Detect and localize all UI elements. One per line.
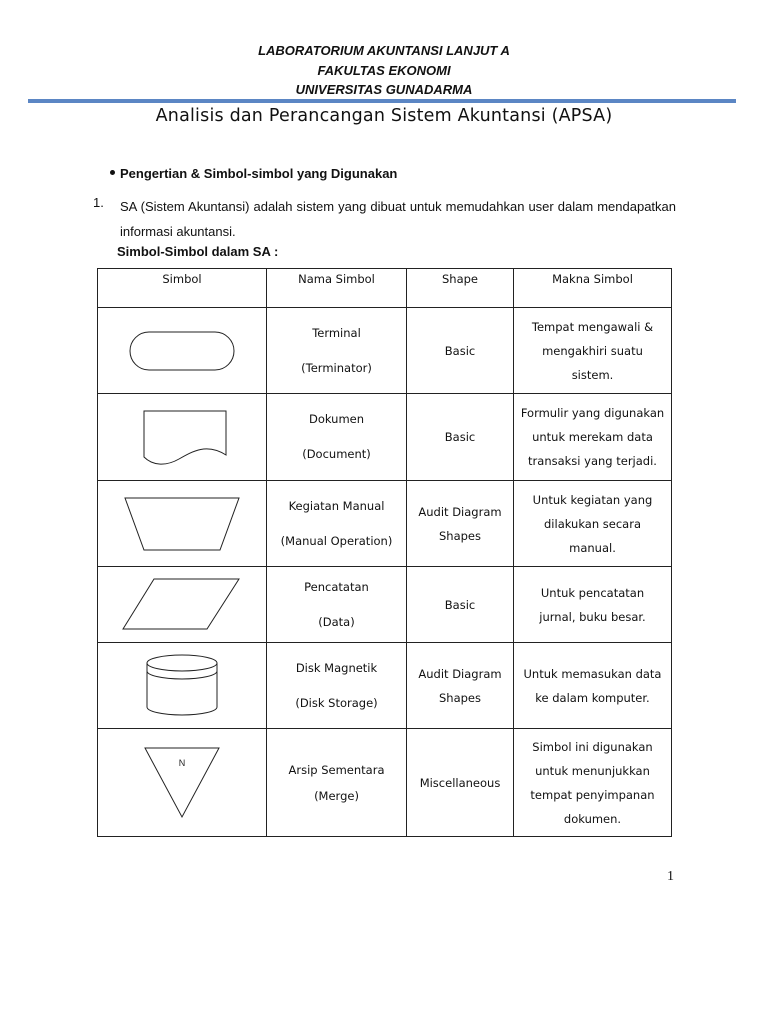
meaning-line: Untuk kegiatan yang <box>532 492 653 507</box>
table-row <box>98 729 672 837</box>
table-row <box>98 481 672 567</box>
name-cell <box>267 394 407 481</box>
meaning-line: sistem. <box>571 367 614 382</box>
header-shape: Shape <box>407 269 514 308</box>
header-lab: LABORATORIUM AKUNTANSI LANJUT A <box>258 43 510 58</box>
header-faculty: FAKULTAS EKONOMI <box>317 63 451 78</box>
symbol-cell <box>98 394 267 481</box>
shape-cell <box>407 308 514 394</box>
shape-category: Basic <box>444 343 476 358</box>
meaning-line: dilakukan secara <box>544 516 641 531</box>
meaning-line: untuk merekam data <box>532 430 653 444</box>
shape-cell <box>407 567 514 643</box>
shape-cell <box>407 643 514 729</box>
header-makna-simbol: Makna Simbol <box>514 269 672 308</box>
shape-category-cont: Shapes <box>438 690 481 705</box>
symbol-name: Arsip Sementara <box>288 762 385 777</box>
item-paragraph: SA (Sistem Akuntansi) adalah sistem yang dibuat untuk memudahkan user dalam mendapatkan informasi akuntansi. <box>120 199 676 239</box>
name-cell <box>267 481 407 567</box>
meaning-line: jurnal, buku besar. <box>539 609 646 624</box>
manual-operation-shape-icon <box>122 492 242 556</box>
page-number: 1 <box>667 869 674 884</box>
meaning-line: transaksi yang terjadi. <box>528 454 657 468</box>
table-row <box>98 567 672 643</box>
symbol-name-en: (Merge) <box>314 788 359 803</box>
shape-category: Audit Diagram <box>418 666 502 681</box>
document-shape-icon <box>127 405 237 469</box>
table-row <box>98 308 672 394</box>
symbol-name-en: (Data) <box>318 614 355 629</box>
meaning-line: manual. <box>569 540 616 555</box>
table-title: Simbol-Simbol dalam SA : <box>117 244 279 259</box>
disk-storage-shape-icon <box>132 651 232 721</box>
meaning-cell <box>514 729 672 837</box>
data-parallelogram-shape-icon <box>117 575 247 635</box>
header-university: UNIVERSITAS GUNADARMA <box>295 82 473 97</box>
meaning-line: ke dalam komputer. <box>535 690 650 705</box>
document-title: Analisis dan Perancangan Sistem Akuntansi (APSA) <box>155 106 613 126</box>
symbol-cell <box>98 729 267 837</box>
symbol-cell <box>98 308 267 394</box>
meaning-line: Formulir yang digunakan <box>520 406 665 420</box>
symbol-cell <box>98 481 267 567</box>
meaning-cell <box>514 643 672 729</box>
meaning-line: untuk menunjukkan <box>535 763 650 778</box>
symbol-name: Disk Magnetik <box>295 660 378 675</box>
meaning-line: dokumen. <box>563 811 622 826</box>
shape-category: Audit Diagram <box>418 504 502 519</box>
meaning-cell <box>514 308 672 394</box>
bullet-icon <box>110 170 115 175</box>
symbol-name-en: (Manual Operation) <box>280 533 393 548</box>
symbol-name: Pencatatan <box>304 579 369 594</box>
symbol-table <box>97 268 672 837</box>
table-row <box>98 643 672 729</box>
symbol-name-en: (Disk Storage) <box>295 695 378 710</box>
meaning-cell <box>514 394 672 481</box>
symbol-name: Dokumen <box>308 412 365 426</box>
symbol-name-en: (Terminator) <box>301 360 372 375</box>
meaning-cell <box>514 567 672 643</box>
shape-cell <box>407 394 514 481</box>
shape-category-cont: Shapes <box>438 528 481 543</box>
shape-cell <box>407 481 514 567</box>
meaning-line: Untuk memasukan data <box>523 666 662 681</box>
merge-label: N <box>178 757 186 768</box>
meaning-cell <box>514 481 672 567</box>
symbol-name: Kegiatan Manual <box>288 498 385 513</box>
symbol-name-en: (Document) <box>302 447 371 461</box>
section-heading: Pengertian & Simbol-simbol yang Digunakan <box>120 166 398 181</box>
meaning-line: Untuk pencatatan <box>540 585 645 600</box>
header-nama-simbol: Nama Simbol <box>267 269 407 308</box>
merge-triangle-shape-icon <box>142 745 222 821</box>
shape-category: Basic <box>444 597 476 612</box>
table-header-row <box>98 269 672 308</box>
shape-category: Miscellaneous <box>419 775 501 790</box>
shape-cell <box>407 729 514 837</box>
item-number: 1. <box>93 195 104 210</box>
name-cell <box>267 308 407 394</box>
meaning-line: tempat penyimpanan <box>530 787 655 802</box>
header-simbol: Simbol <box>98 269 267 308</box>
header-rule <box>28 99 736 103</box>
name-cell <box>267 729 407 837</box>
meaning-line: Tempat mengawali & <box>531 319 654 334</box>
meaning-line: Simbol ini digunakan <box>532 739 653 754</box>
meaning-line: mengakhiri suatu <box>542 343 643 358</box>
symbol-cell <box>98 567 267 643</box>
terminator-shape-icon <box>127 329 237 373</box>
shape-category: Basic <box>444 430 476 444</box>
symbol-cell <box>98 643 267 729</box>
name-cell <box>267 643 407 729</box>
name-cell <box>267 567 407 643</box>
table-row <box>98 394 672 481</box>
symbol-name: Terminal <box>312 325 361 340</box>
